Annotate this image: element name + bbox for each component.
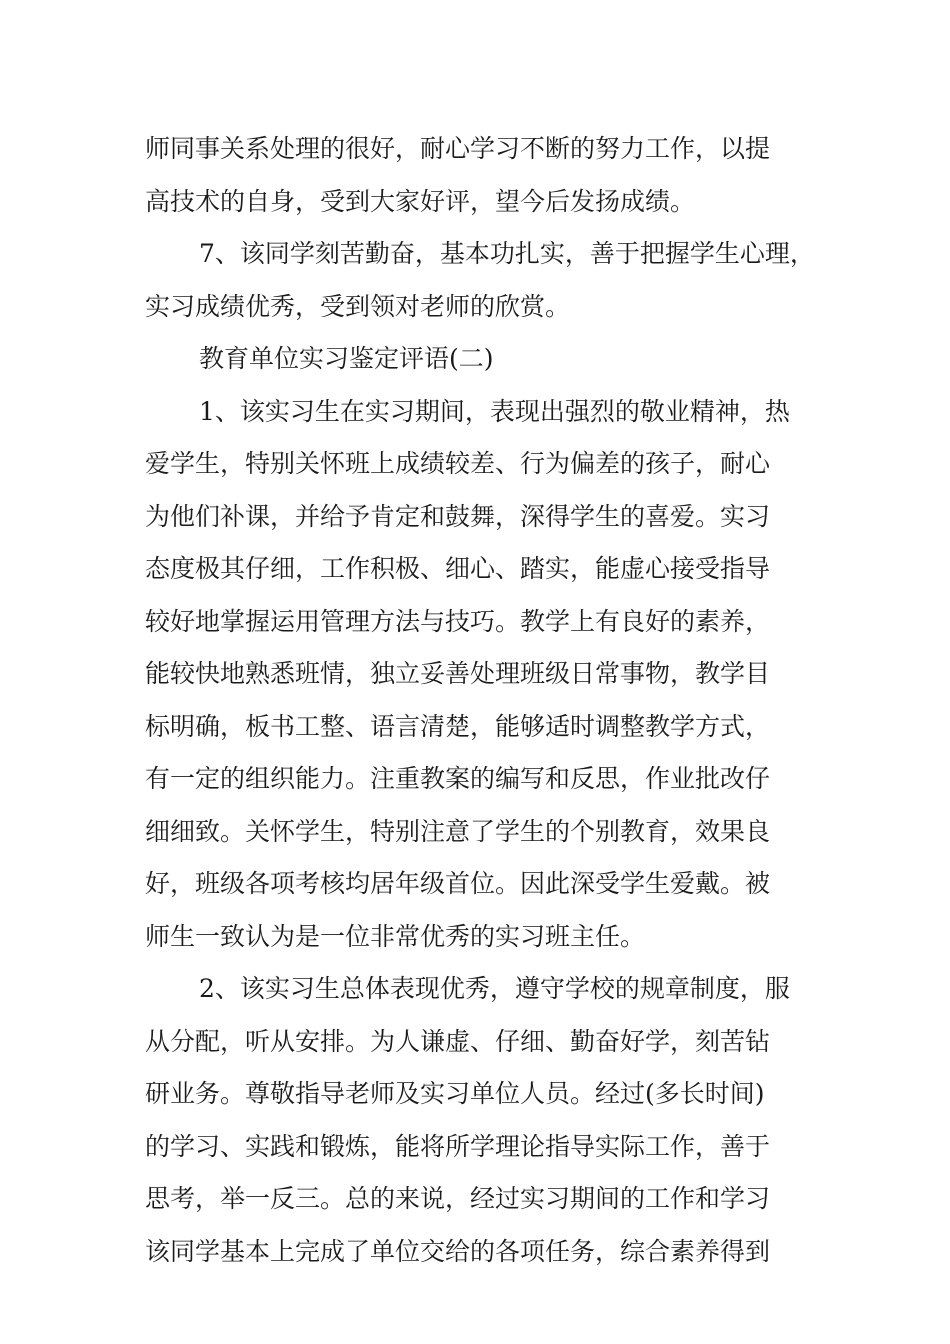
text-line: 高技术的自身，受到大家好评，望今后发扬成绩。 bbox=[145, 186, 696, 216]
text-line: 师同事关系处理的很好，耐心学习不断的努力工作，以提 bbox=[145, 134, 771, 163]
text-line: 从分配，听从安排。为人谦虚、仔细、勤奋好学，刻苦钻 bbox=[145, 1026, 771, 1056]
text-line: 爱学生，特别关怀班上成绩较差、行为偏差的孩子，耐心 bbox=[145, 449, 771, 478]
text-line: 好，班级各项考核均居年级首位。因此深受学生爱戴。被 bbox=[145, 869, 771, 898]
text-line: 师生一致认为是一位非常优秀的实习班主任。 bbox=[145, 921, 646, 951]
text-line: 思考，举一反三。总的来说，经过实习期间的工作和学习 bbox=[145, 1184, 771, 1213]
text-line: 态度极其仔细，工作积极、细心、踏实，能虚心接受指导 bbox=[145, 554, 771, 583]
text-line: 的学习、实践和锻炼，能将所学理论指导实际工作，善于 bbox=[145, 1131, 771, 1161]
text-line: 该同学基本上完成了单位交给的各项任务，综合素养得到 bbox=[145, 1236, 771, 1266]
text-line: 有一定的组织能力。注重教案的编写和反思，作业批改仔 bbox=[145, 764, 771, 793]
text-line: 实习成绩优秀，受到领对老师的欣赏。 bbox=[145, 291, 571, 321]
text-line: 细细致。关怀学生，特别注意了学生的个别教育，效果良 bbox=[145, 816, 771, 846]
text-line: 标明确，板书工整、语言清楚，能够适时调整教学方式， bbox=[145, 711, 771, 741]
section-heading: 教育单位实习鉴定评语(二) bbox=[199, 344, 494, 373]
text-line: 能较快地熟悉班情，独立妥善处理班级日常事物，教学目 bbox=[145, 659, 771, 688]
text-line: 为他们补课，并给予肯定和鼓舞，深得学生的喜爱。实习 bbox=[145, 501, 771, 531]
text-line: 较好地掌握运用管理方法与技巧。教学上有良好的素养， bbox=[145, 606, 771, 636]
paragraph-1-start: 1、该实习生在实习期间，表现出强烈的敬业精神，热 bbox=[199, 396, 790, 426]
text-line: 研业务。尊敬指导老师及实习单位人员。经过(多长时间) bbox=[145, 1079, 765, 1108]
paragraph-7-start: 7、该同学刻苦勤奋，基本功扎实，善于把握学生心理， bbox=[199, 239, 815, 268]
paragraph-2-start: 2、该实习生总体表现优秀，遵守学校的规章制度，服 bbox=[199, 974, 790, 1003]
document-body bbox=[145, 123, 825, 1278]
